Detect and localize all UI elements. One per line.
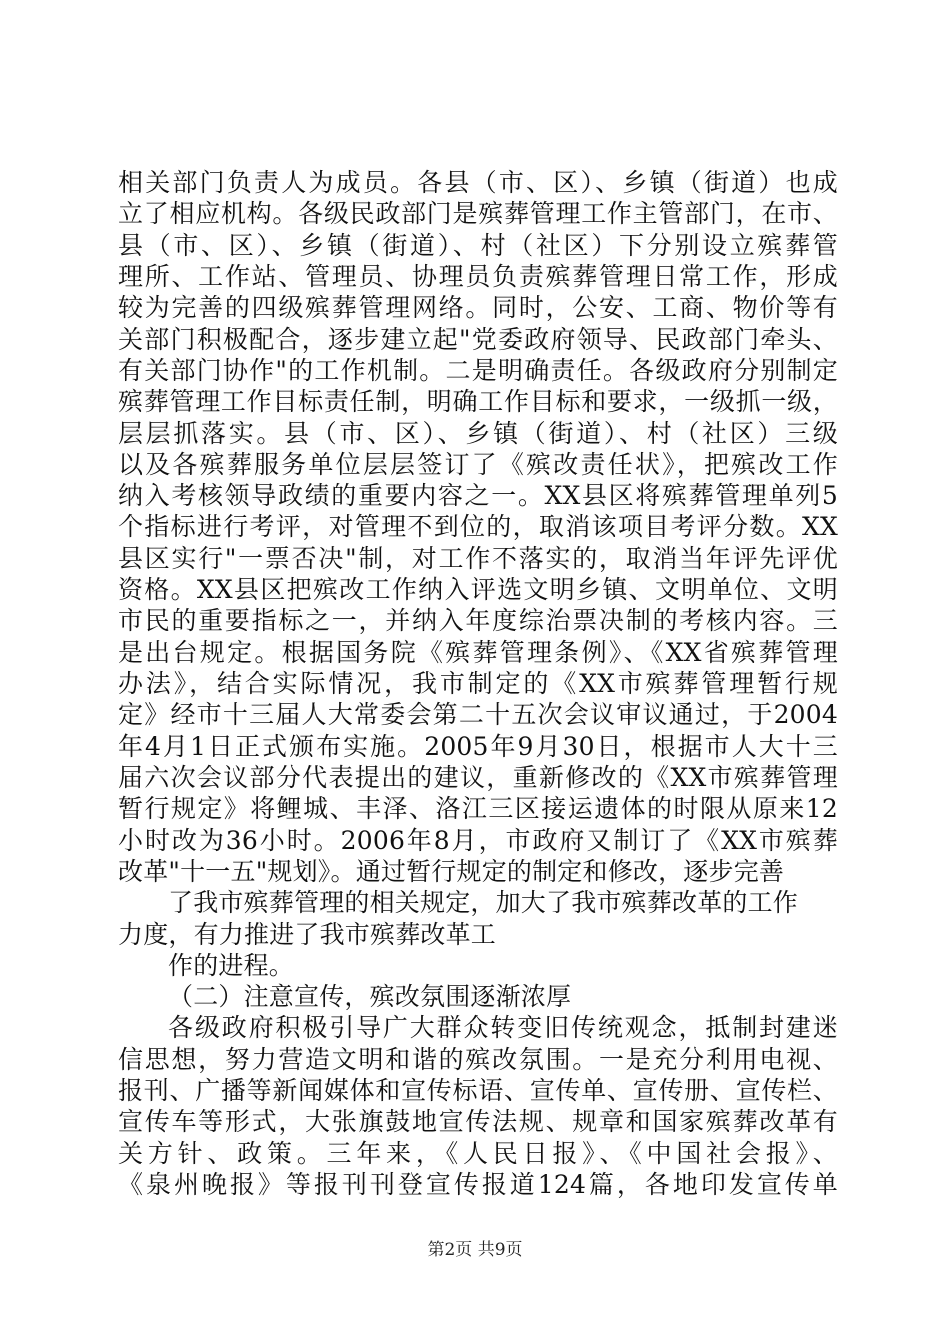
text-line: 以及各殡葬服务单位层层签订了《殡改责任状》，把殡改工作 [118, 450, 838, 479]
text-line: 是出台规定。根据国务院《殡葬管理条例》、《XX省殡葬管理 [118, 638, 838, 667]
text-line: 报刊、广播等新闻媒体和宣传标语、宣传单、宣传册、宣传栏、 [118, 1076, 838, 1105]
text-line: 改革"十一五"规划》。通过暂行规定的制定和修改，逐步完善 [118, 857, 785, 886]
text-line: 资格。XX县区把殡改工作纳入评选文明乡镇、文明单位、文明 [118, 575, 838, 604]
text-line: 市民的重要指标之一，并纳入年度综治票决制的考核内容。三 [118, 606, 838, 635]
text-line: 小时改为36小时。2006年8月，市政府又制订了《XX市殡葬 [118, 826, 838, 855]
page-footer: 第2页 共9页 [427, 1240, 523, 1260]
text-line: 关方针、政策。三年来，《人民日报》、《中国社会报》、 [118, 1139, 838, 1168]
text-line: 暂行规定》将鲤城、丰泽、洛江三区接运遗体的时限从原来12 [118, 794, 838, 823]
text-line: 纳入考核领导政绩的重要内容之一。XX县区将殡葬管理单列5 [118, 481, 838, 510]
text-line: 宣传车等形式，大张旗鼓地宣传法规、规章和国家殡葬改革有 [118, 1107, 838, 1136]
text-line: 立了相应机构。各级民政部门是殡葬管理工作主管部门，在市、 [118, 199, 838, 228]
text-line: 力度，有力推进了我市殡葬改革工 [118, 920, 497, 949]
text-line: 年4月1日正式颁布实施。2005年9月30日，根据市人大十三 [118, 732, 838, 761]
text-line: 了我市殡葬管理的相关规定，加大了我市殡葬改革的工作 [168, 888, 799, 917]
text-line: 定》经市十三届人大常委会第二十五次会议审议通过，于2004 [118, 700, 838, 729]
text-line: 较为完善的四级殡葬管理网络。同时，公安、工商、物价等有 [118, 293, 838, 322]
text-line: 殡葬管理工作目标责任制，明确工作目标和要求，一级抓一级， [118, 387, 838, 416]
text-line: 《泉州晚报》等报刊刊登宣传报道124篇，各地印发宣传单 [118, 1170, 838, 1199]
text-line: 层层抓落实。县（市、区）、乡镇（街道）、村（社区）三级 [118, 419, 838, 448]
text-line: 届六次会议部分代表提出的建议，重新修改的《XX市殡葬管理 [118, 763, 838, 792]
text-line: 有关部门协作"的工作机制。二是明确责任。各级政府分别制定 [118, 356, 838, 385]
text-line: 各级政府积极引导广大群众转变旧传统观念，抵制封建迷 [168, 1013, 838, 1042]
text-line: 关部门积极配合，逐步建立起"党委政府领导、民政部门牵头、 [118, 325, 838, 354]
text-line: 县区实行"一票否决"制，对工作不落实的，取消当年评先评优 [118, 544, 838, 573]
text-line: 县（市、区）、乡镇（街道）、村（社区）下分别设立殡葬管 [118, 231, 838, 260]
text-line: 相关部门负责人为成员。各县（市、区）、乡镇（街道）也成 [118, 168, 838, 197]
text-line: 作的进程。 [168, 951, 295, 980]
text-line: 办法》，结合实际情况，我市制定的《XX市殡葬管理暂行规 [118, 669, 838, 698]
text-line: 个指标进行考评，对管理不到位的，取消该项目考评分数。XX [118, 512, 838, 541]
text-line: （二）注意宣传，殡改氛围逐渐浓厚 [168, 982, 572, 1011]
text-line: 理所、工作站、管理员、协理员负责殡葬管理日常工作，形成 [118, 262, 838, 291]
text-line: 信思想，努力营造文明和谐的殡改氛围。一是充分利用电视、 [118, 1045, 838, 1074]
